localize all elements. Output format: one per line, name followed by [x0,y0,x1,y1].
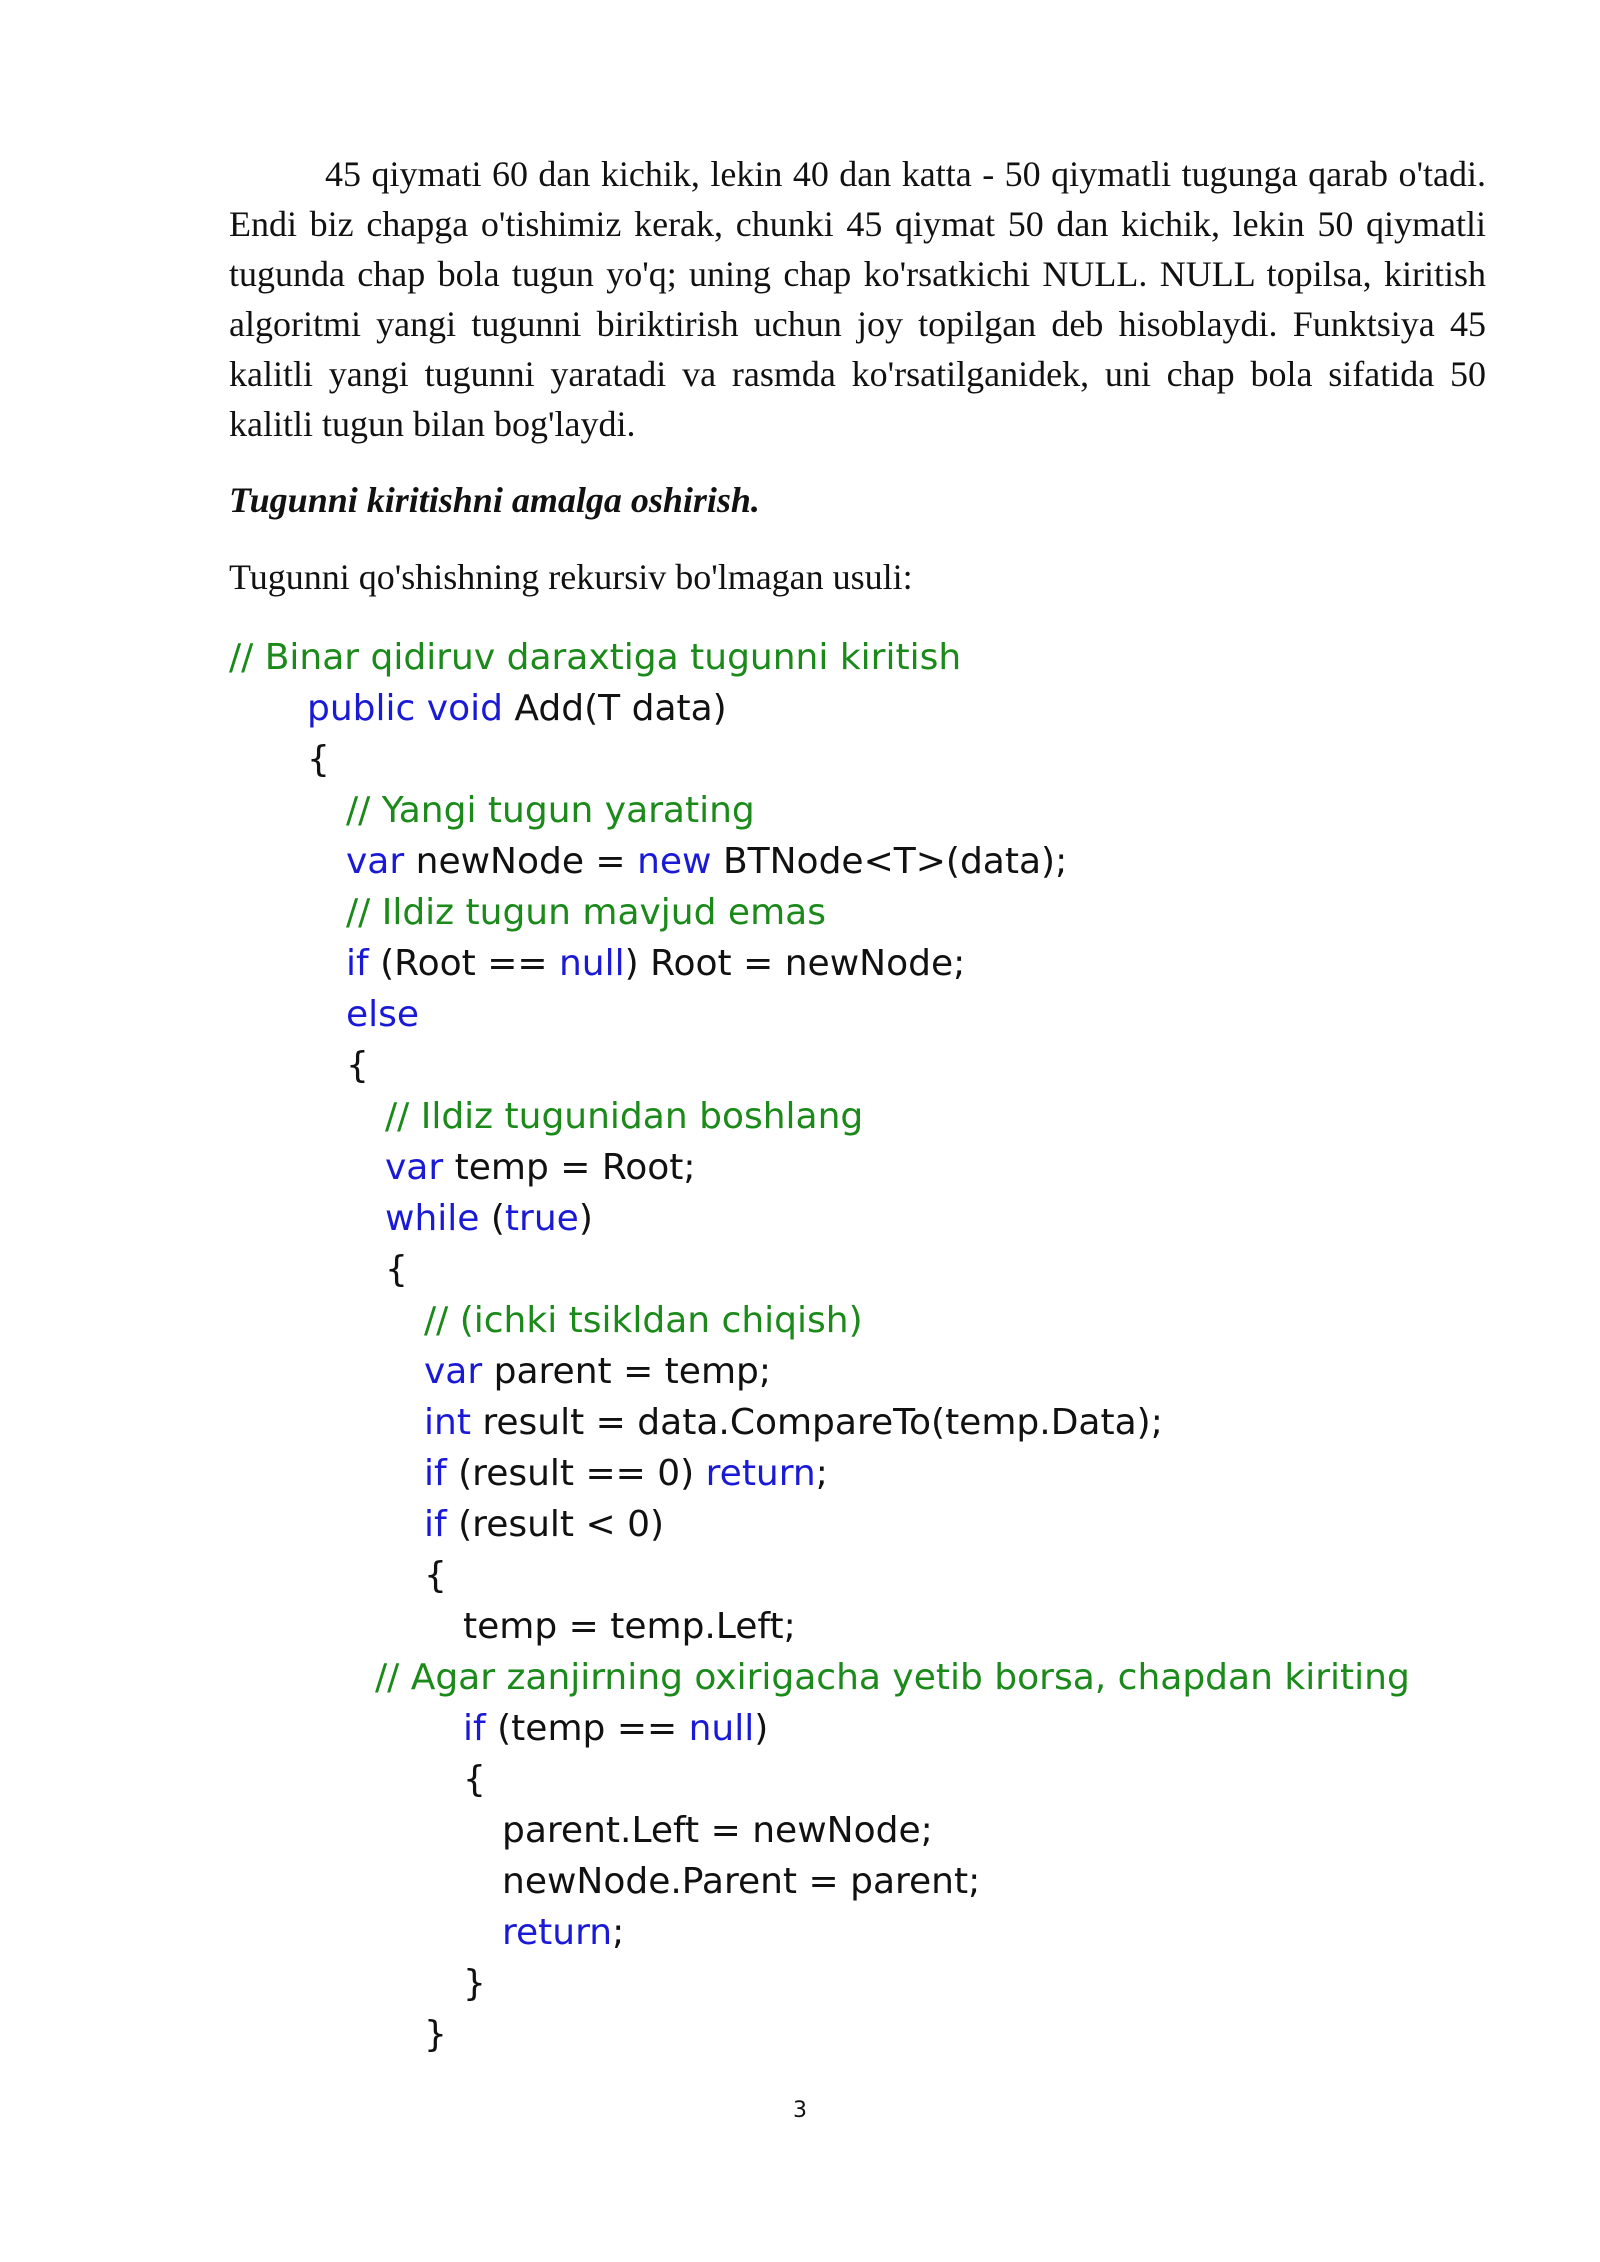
code-line [346,836,1067,887]
code-brace: } [424,2014,447,2055]
code-line [346,938,965,989]
code-brace: { [307,739,330,780]
code-comment: // Yangi tugun yarating [346,790,755,831]
code-line [346,1040,369,1091]
code-line [424,1295,863,1346]
code-line [424,1448,828,1499]
code-line [463,1601,796,1652]
code-keyword: public [307,688,416,729]
code-keyword: void [426,688,503,729]
code-text: ) [754,1708,769,1749]
code-text: ( [490,1198,505,1239]
code-comment: // Agar zanjirning oxirigacha yetib borsa, chapdan kiriting [375,1657,1410,1698]
code-comment: // Ildiz tugunidan boshlang [385,1096,864,1137]
intro-paragraph: Tugunni qo'shishning rekursiv bo'lmagan usuli: [229,557,913,597]
code-text: newNode = [415,841,626,882]
code-comment: // Binar qidiruv daraxtiga tugunni kiritish [229,637,962,678]
code-keyword: while [385,1198,480,1239]
code-comment: // Ildiz tugun mavjud emas [346,892,826,933]
code-line [385,1142,696,1193]
code-line [424,1346,771,1397]
code-text: BTNode<T>(data); [722,841,1068,882]
code-keyword: if [424,1504,447,1545]
body-paragraph: 45 qiymati 60 dan kichik, lekin 40 dan katta - 50 qiymatli tugunga qarab o'tadi. Endi biz chapga o'tishimiz kerak, chunki 45 qiymat 50 dan kichik, lekin 50 qiymatli tugunda chap bola tugun yo'q; uning chap ko'rsatkichi NULL. NULL topilsa, kiritish algoritmi yangi tugunni biriktirish uchun joy topilgan deb hisoblaydi. Funktsiya 45 kalitli yangi tugunni yaratadi va rasmda ko'rsatilganidek, uni chap bola sifatida 50 kalitli tugun bilan bog'laydi. [229,154,1486,444]
code-line [307,734,330,785]
code-line [463,1754,486,1805]
code-line [346,989,419,1040]
code-text: ) [578,1198,593,1239]
code-line [502,1805,933,1856]
code-comment: // (ichki tsikldan chiqish) [424,1300,863,1341]
code-line [307,683,727,734]
code-text: (temp == [497,1708,678,1749]
code-keyword: true [504,1198,579,1239]
code-text: (Root == [380,943,548,984]
code-line [424,1499,664,1550]
code-keyword: if [346,943,369,984]
code-text: ; [815,1453,828,1494]
code-text: temp = Root; [454,1147,696,1188]
code-line [463,1958,486,2009]
code-line [424,1550,447,1601]
code-line [385,1193,593,1244]
code-line [375,1652,1410,1703]
code-text: (result == 0) [458,1453,695,1494]
code-text: Add(T data) [514,688,727,729]
code-line [346,785,755,836]
code-text: result = data.CompareTo(temp.Data); [482,1402,1163,1443]
code-text: parent.Left = newNode; [502,1810,933,1851]
code-keyword: var [385,1147,444,1188]
code-brace: { [346,1045,369,1086]
code-keyword: if [424,1453,447,1494]
code-keyword: null [688,1708,755,1749]
code-text: parent = temp; [493,1351,771,1392]
code-keyword: int [424,1402,471,1443]
code-keyword: return [502,1912,613,1953]
code-text: ) Root = newNode; [624,943,966,984]
code-line [229,632,961,683]
code-brace: { [424,1555,447,1596]
code-line [346,887,826,938]
code-keyword: return [705,1453,816,1494]
code-brace: } [463,1963,486,2004]
code-text: temp = temp.Left; [463,1606,796,1647]
code-keyword: null [558,943,625,984]
code-line [463,1703,768,1754]
code-line [502,1907,624,1958]
code-keyword: else [346,994,420,1035]
page-number: 3 [793,2098,807,2123]
code-text: newNode.Parent = parent; [502,1861,981,1902]
code-line [385,1244,408,1295]
code-line [424,2009,447,2060]
code-keyword: new [637,841,712,882]
code-line [385,1091,863,1142]
section-heading: Tugunni kiritishni amalga oshirish. [229,480,760,520]
code-text: (result < 0) [458,1504,665,1545]
code-brace: { [463,1759,486,1800]
code-text: ; [612,1912,625,1953]
code-line [502,1856,980,1907]
code-keyword: if [463,1708,486,1749]
code-line [424,1397,1163,1448]
code-keyword: var [346,841,405,882]
code-brace: { [385,1249,408,1290]
code-keyword: var [424,1351,483,1392]
